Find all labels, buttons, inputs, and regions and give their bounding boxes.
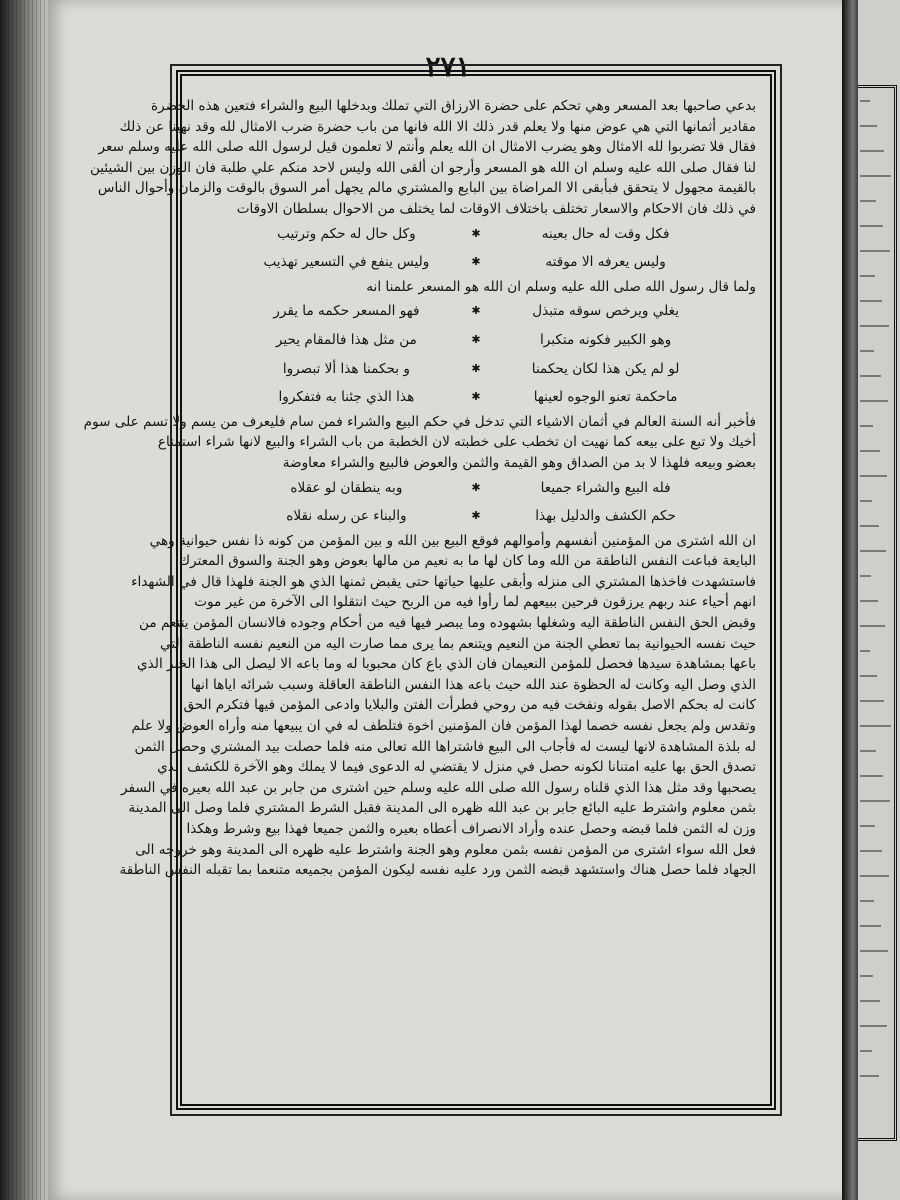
adjacent-page-text-fragment — [860, 725, 891, 727]
text-line: في ذلك فان الاحكام والاسعار تختلف باختلاف الاوقات لما يختلف من الاحوال بسلطان الاوقات — [236, 200, 756, 217]
adjacent-page-text-fragment — [860, 300, 882, 302]
adjacent-page-text-fragment — [860, 350, 874, 352]
adjacent-page-text-fragment — [860, 150, 884, 152]
verse-separator-icon: ✱ — [471, 255, 481, 269]
adjacent-page-edge — [858, 0, 900, 1200]
adjacent-page-text-fragment — [860, 625, 885, 627]
verse-hemistich-left: من مثل هذا فالمقام يحير — [275, 331, 417, 348]
verse-row — [196, 355, 756, 384]
text-line: بالقيمة مجهول لا يتحقق فبأبقى الا المراضاة بين البايع والمشتري مالم يجهل أمر السوق بالوقت والزمان وأحوال الناس — [97, 180, 756, 197]
adjacent-page-text-fragment — [860, 775, 883, 777]
adjacent-page-text-fragment — [860, 900, 874, 902]
adjacent-page-text-fragment — [860, 975, 873, 977]
adjacent-page-text-fragment — [860, 850, 882, 852]
verse-hemistich-right: فكل وقت له حال بعينه — [541, 225, 670, 242]
verse-hemistich-left: و بحكمنا هذا ألا تبصروا — [282, 360, 410, 377]
text-line: حيث نفسه الحيوانية بما تعطي الجنة من النعيم ويتنعم بما يرى مما صارت اليه من النعيم نفسه الناطقة التي — [160, 635, 756, 652]
adjacent-page-text-fragment — [860, 650, 870, 652]
adjacent-page-text-fragment — [860, 375, 881, 377]
text-line: بدعي صاحبها بعد المسعر وهي تحكم على حضرة الارزاق التي تملك وبدخلها البيع والشراء فتعين هذه الحضرة — [151, 98, 756, 114]
adjacent-page-text-fragment — [860, 1025, 887, 1027]
adjacent-page-text-fragment — [860, 175, 891, 177]
adjacent-page-text-fragment — [860, 100, 870, 102]
verse-separator-icon: ✱ — [471, 332, 481, 346]
text-line: كانت له بحكم الاصل بقوله ونفخت فيه من روحي فطرأت الفتن والبلايا وادعى المؤمن فيها فتكرم الحق — [183, 697, 756, 714]
verse-hemistich-right: وهو الكبير فكونه متكبرا — [540, 331, 672, 348]
text-line: أخيك ولا تبع على بيعه كما نهيت ان تخطب على خطبته لان الخطبة من باب الشراء والبيع لانها شراء استمتاع — [157, 434, 756, 451]
verse-separator-icon: ✱ — [471, 226, 481, 240]
text-line: ولما قال رسول الله صلى الله عليه وسلم ان الله هو المسعر علمنا انه — [366, 278, 756, 295]
adjacent-page-text-fragment — [860, 1000, 880, 1002]
verse-separator-icon: ✱ — [471, 304, 481, 318]
adjacent-page-text-fragment — [860, 275, 875, 277]
adjacent-page-text-fragment — [860, 1075, 879, 1077]
text-line: ان الله اشترى من المؤمنين أنفسهم وأموالهم فوقع البيع بين الله و بين المؤمن من كونه ذا نفس حيوانية وهي — [149, 532, 756, 549]
text-line: بعضو وبيعه فلهذا لا بد من الصداق وهو القيمة والثمن والعوض فالبيع والشراء معاوضة — [282, 454, 756, 471]
adjacent-page-text-fragment — [860, 950, 888, 952]
verse-hemistich-left: وليس ينفع في التسعير تهذيب — [263, 254, 430, 271]
verse-separator-icon: ✱ — [471, 480, 481, 494]
adjacent-page-text-fragment — [860, 925, 881, 927]
adjacent-page-text-fragment — [860, 825, 875, 827]
verse-separator-icon: ✱ — [471, 390, 481, 404]
adjacent-page-text-fragment — [860, 700, 884, 702]
adjacent-page-text-fragment — [860, 225, 883, 227]
adjacent-page-text-fragment — [860, 600, 878, 602]
text-line: فاستشهدت فاخذها المشتري الى منزله وأبقى عليها حياتها حتى يقبض ثمنها الذي هو الجنة فلهذا قال في الشهداء — [131, 573, 756, 590]
verse-hemistich-left: والبناء عن رسله نقلاه — [286, 508, 407, 525]
text-line: يصحبها وقد مثل هذا الذي قلناه رسول الله صلى الله عليه وسلم حين اشترى من جابر بن عبد الله بعيره في السفر — [121, 779, 756, 796]
adjacent-page-frame — [858, 85, 897, 1141]
adjacent-page-text-fragment — [860, 500, 872, 502]
adjacent-page-text-fragment — [860, 550, 886, 552]
adjacent-page-text-fragment — [860, 125, 877, 127]
verse-hemistich-left: فهو المسعر حكمه ما يقرر — [273, 303, 420, 320]
verse-row — [196, 297, 756, 326]
adjacent-page-text-fragment — [860, 250, 890, 252]
text-frame — [83, 70, 776, 1110]
verse-row — [196, 326, 756, 355]
adjacent-page-text-fragment — [860, 400, 888, 402]
text-line: الذي وصل اليه وكانت له الحظوة عند الله حيث باعه هذا النفس الناطقة العاقلة وسبب شرائه اياها انها — [190, 676, 756, 693]
text-line: بثمن معلوم واشترط عليه البائع جابر بن عبد الله ظهره الى المدينة فقبل الشرط المشتري فلما وصل الى المدينة — [128, 800, 756, 817]
text-line: باعها بمشاهدة سيدها فحصل للمؤمن النعيمان فان الذي باع كان محبوبا له وما باعه الا ليصل الى هذا الخبر الذي — [137, 656, 756, 673]
adjacent-page-text-fragment — [860, 875, 889, 877]
verse-hemistich-right: وليس يعرفه الا موقته — [545, 254, 666, 271]
verse-separator-icon: ✱ — [471, 361, 481, 375]
text-line: وزن له الثمن فلما قبضه وحصل عنده وأراد الانصراف أعطاه بعيره والثمن جميعا فهذا بيع وشرط وهكذا — [186, 821, 756, 837]
verse-hemistich-right: فله البيع والشراء جميعا — [540, 479, 671, 496]
text-line: فأخبر أنه السنة العالم في أثمان الاشياء التي تدخل في حكم البيع والشراء فمن سام فليعرف من يسم ولا تسم على سوم — [83, 413, 756, 430]
adjacent-page-text-fragment — [860, 1050, 872, 1052]
verse-row — [196, 474, 756, 503]
verse-hemistich-right: حكم الكشف والدليل بهذا — [535, 508, 676, 525]
adjacent-page-text-fragment — [860, 750, 876, 752]
page-number: ٢٧١ — [425, 50, 471, 83]
adjacent-page-text-fragment — [860, 525, 879, 527]
text-line: وتقدس ولم يجعل نفسه خصما لهذا المؤمن فان المؤمنين اخوة فتلطف له في ان يبيعها منه وأراه العوض ولا علم — [131, 718, 756, 735]
text-line: له بلذة المشاهدة لانها ليست له فأجاب الى البيع فاشتراها الله تعالى منه فلما حصلت بيد المشتري وحصل الثمن — [134, 738, 756, 755]
verse-hemistich-left: وبه ينطقان لو عقلاه — [290, 479, 403, 496]
text-line: وقبض الحق النفس الناطقة اليه وشغلها بشهوده وما يبصر فيها فيه من أحكام وجوده فالانسان المؤمن يتنعم من — [139, 615, 756, 632]
verse-separator-icon: ✱ — [471, 509, 481, 523]
text-line: انهم أحياء عند ربهم يرزقون فرحين ببيعهم لما رأوا فيه من الربح حيث انتقلوا الى الآخرة من غير موت — [194, 594, 756, 611]
verse-row — [196, 220, 756, 249]
adjacent-page-text-fragment — [860, 450, 880, 452]
adjacent-page-text-fragment — [860, 575, 871, 577]
adjacent-page-text-fragment — [860, 800, 890, 802]
text-line: لنا فقال صلى الله عليه وسلم ان الله هو المسعر وأرجو ان ألقى الله وليس لاحد منكم علي طلبة فان الوزن بين الشيئين — [89, 159, 756, 176]
adjacent-page-text-fragment — [860, 425, 873, 427]
text-line: البايعة فباعت النفس الناطقة من الله وما كان لها ما به نعيم من مالها بعوض وهو الجنة والسوق المعترك — [178, 553, 756, 570]
verse-hemistich-left: وكل حال له حكم وترتيب — [277, 225, 416, 242]
verse-hemistich-left: هذا الذي جئنا به فتفكروا — [278, 389, 415, 406]
text-line: تصدق الحق بها عليه امتنانا لكونه حصل في منزل لا يقتضي له الدعوى فيما لا يملك وهو الآخرة للكشف الذي — [157, 759, 756, 776]
verse-hemistich-right: لو لم يكن هذا لكان يحكمنا — [531, 360, 680, 377]
verse-hemistich-right: يغلي ويرخص سوقه متبذل — [532, 303, 679, 320]
verse-row — [196, 383, 756, 412]
verse-hemistich-right: ماحكمة تعنو الوجوه لعينها — [533, 389, 678, 406]
verse-row — [196, 248, 756, 277]
text-line: مقادير أثمانها التي هي عوض منها ولا يعلم قدر ذلك الا الله فانها من باب حضرة ضرب الامثال لله وقد نهينا عن ذلك — [119, 118, 756, 135]
verse-row — [196, 502, 756, 531]
text-line: الجهاد فلما حصل هناك واستشهد قبضه الثمن ورد عليه نفسه ليكون المؤمن بجميعه متنعما بما تقبله النفس الناطقة — [119, 862, 756, 879]
adjacent-page-text-fragment — [860, 200, 876, 202]
adjacent-page-text-fragment — [860, 675, 877, 677]
adjacent-page-text-fragment — [860, 475, 887, 477]
text-line: فعل الله سواء اشترى من المؤمن نفسه بثمن معلوم وهو الجنة واشترط عليه ظهره الى المدينة وهو خروجه الى — [135, 841, 756, 858]
text-line: فقال فلا تضربوا لله الامثال وهو يضرب الامثال ان الله يعلم وأنتم لا تعلمون قيل لرسول الله صلى الله عليه وسلم سعر — [98, 139, 756, 156]
adjacent-page-text-fragment — [860, 325, 889, 327]
